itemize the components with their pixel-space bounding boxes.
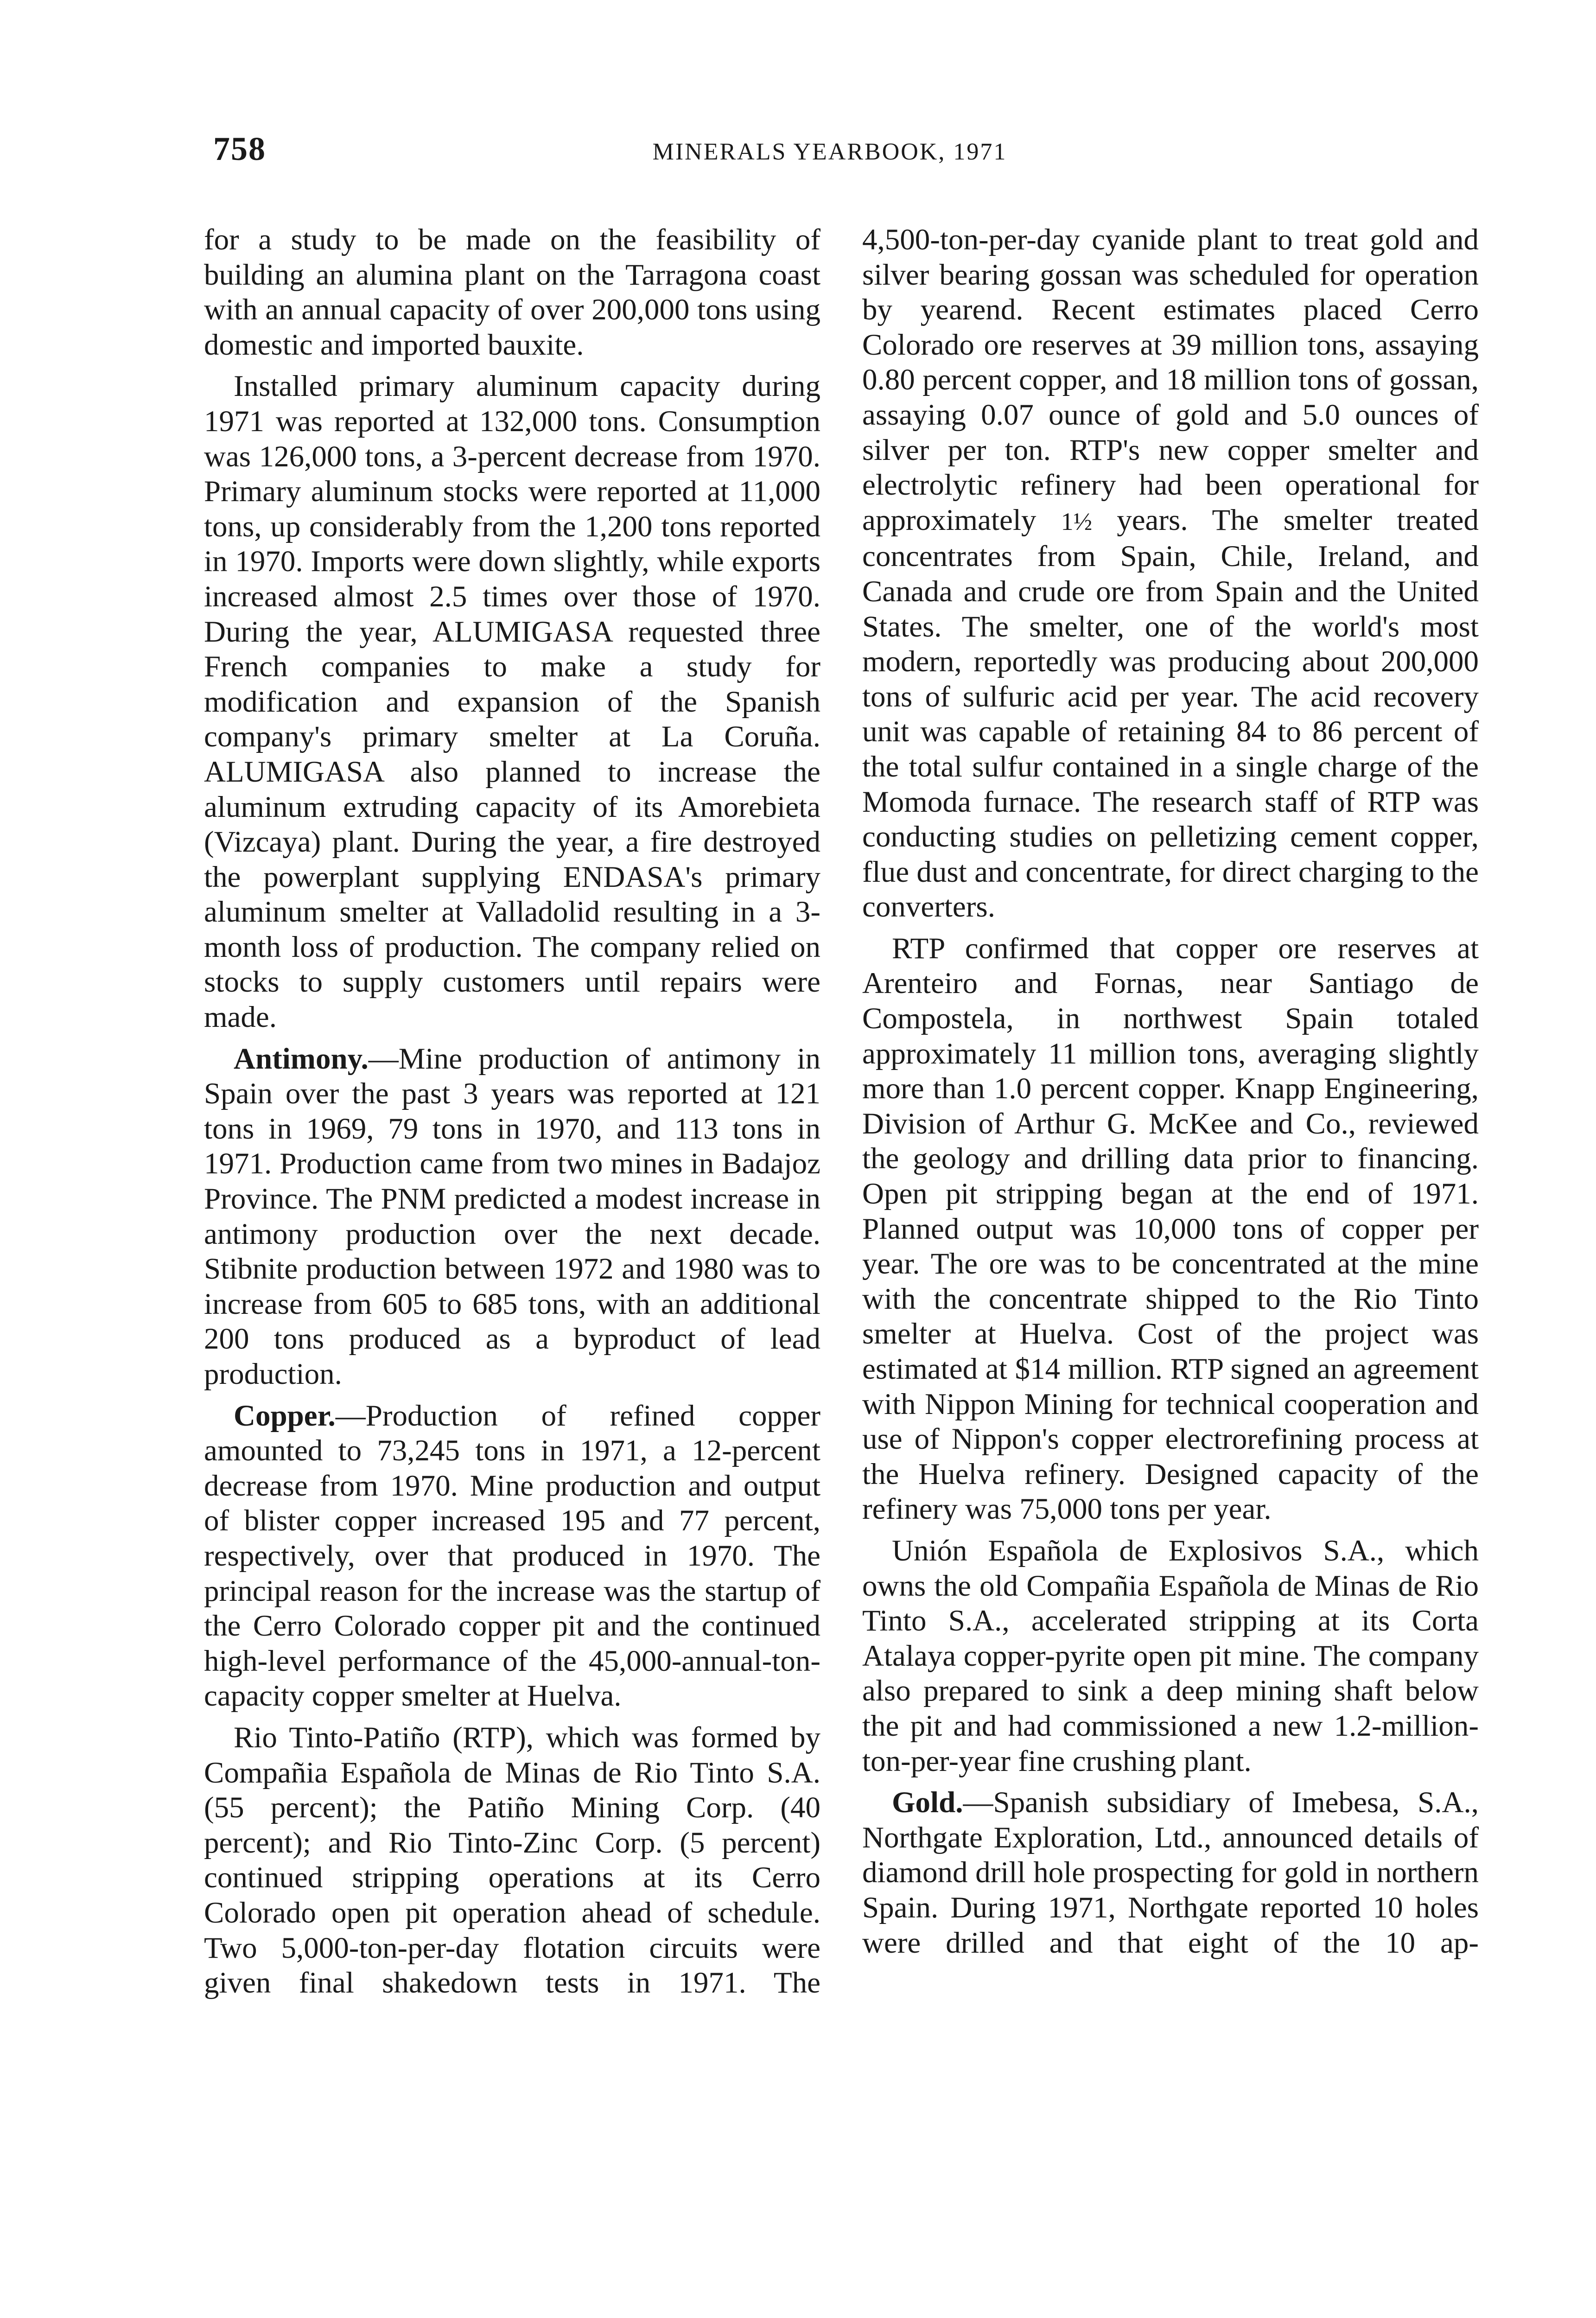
left-column — [204, 223, 820, 2007]
paragraph — [862, 1785, 1479, 1961]
paragraph: RTP confirmed that copper ore reserves at Arenteiro and Fornas, near Santiago de Compostela, in northwest Spain totaled approximately 11 million tons, averaging slightly more than 1.0 percent copper. Knapp Engineering, Division of Arthur G. McKee and Co., reviewed the geology and drilling data prior to financing. Open pit stripping began at the end of 1971. Planned output was 10,000 tons of copper per year. The ore was to be concentrated at the mine with the concentrate shipped to the Rio Tinto smelter at Huelva. Cost of the project was estimated at $14 million. RTP signed an agreement with Nippon Mining for technical cooperation and use of Nippon's copper electrorefining process at the Huelva refinery. Designed capacity of the refinery was 75,000 tons per year. — [862, 931, 1479, 1526]
paragraph — [862, 223, 1479, 925]
paragraph: Installed primary aluminum capacity during 1971 was reported at 132,000 tons. Consumption was 126,000 tons, a 3-percent decrease from 1970. Primary aluminum stocks were reported at 11,000 tons, up considerably from the 1,200 tons reported in 1970. Imports were down slightly, while exports increased almost 2.5 times over those of 1970. During the year, ALUMIGASA requested three French companies to make a study for modification and expansion of the Spanish company's primary smelter at La Coruña. ALUMIGASA also planned to increase the aluminum extruding capacity of its Amorebieta (Vizcaya) plant. During the year, a fire destroyed the powerplant supplying ENDASA's primary aluminum smelter at Valladolid resulting in a 3-month loss of production. The company relied on stocks to supply customers until repairs were made. — [204, 369, 820, 1034]
paragraph: Rio Tinto-Patiño (RTP), which was formed by Compañia Española de Minas de Rio Tinto S.A. (55 percent); the Patiño Mining Corp. (40 percent); and Rio Tinto-Zinc Corp. (5 percent) continued stripping operations at its Cerro Colorado open pit operation ahead of schedule. Two 5,000-ton-per-day flotation circuits were given final shakedown tests in 1971. The — [204, 1720, 820, 2000]
paragraph-text: 4,500-ton-per-day cyanide plant to treat gold and silver bearing gossan was scheduled for operation by yearend. Recent estimates placed Cerro Colorado ore reserves at 39 million tons, assaying 0.80 percent copper, and 18 million tons of gossan, assaying 0.07 ounce of gold and 5.0 ounces of silver per ton. RTP's new copper smelter and electrolytic refinery had been operational for approximately — [862, 223, 1479, 537]
section-heading: Copper. — [234, 1399, 336, 1433]
paragraph-text: —Spanish subsidiary of Imebesa, S.A., Northgate Exploration, Ltd., announced details of diamond drill hole prospecting for gold in northern Spain. During 1971, Northgate reported 10 holes were drilled and that eight of the 10 ap- — [862, 1786, 1479, 1960]
paragraph: Unión Española de Explosivos S.A., which owns the old Compañia Española de Minas de Rio Tinto S.A., accelerated stripping at its Corta Atalaya copper-pyrite open pit mine. The company also prepared to sink a deep mining shaft below the pit and had commissioned a new 1.2-million-ton-per-year fine crushing plant. — [862, 1534, 1479, 1778]
section-heading: Gold. — [892, 1786, 963, 1820]
paragraph: for a study to be made on the feasibility of building an alumina plant on the Tarragona coast with an annual capacity of over 200,000 tons using domestic and imported bauxite. — [204, 223, 820, 362]
paragraph — [204, 1399, 820, 1714]
fraction: 1½ — [1061, 507, 1093, 535]
right-column — [862, 223, 1479, 1967]
section-heading: Antimony. — [234, 1042, 369, 1076]
page-number: 758 — [213, 130, 266, 167]
paragraph-text: —Mine production of antimony in Spain over the past 3 years was reported at 121 tons in 1969, 79 tons in 1970, and 113 tons in 1971. Production came from two mines in Badajoz Province. The PNM predicted a modest increase in antimony production over the next decade. Stibnite production between 1972 and 1980 was to increase from 605 to 685 tons, with an additional 200 tons produced as a byproduct of lead production. — [204, 1042, 820, 1391]
paragraph-text: —Production of refined copper amounted to 73,245 tons in 1971, a 12-percent decrease from 1970. Mine production and output of blister copper increased 195 and 77 percent, respectively, over that produced in 1970. The principal reason for the increase was the startup of the Cerro Colorado copper pit and the continued high-level performance of the 45,000-annual-ton-capacity copper smelter at Huelva. — [204, 1399, 820, 1713]
page-header — [185, 130, 1474, 185]
paragraph — [204, 1042, 820, 1392]
paragraph-text: years. The smelter treated concentrates from Spain, Chile, Ireland, and Canada and crude ore from Spain and the United States. The smelter, one of the world's most modern, reportedly was producing about 200,000 tons of sulfuric acid per year. The acid recovery unit was capable of retaining 84 to 86 percent of the total sulfur contained in a single charge of the Momoda furnace. The research staff of RTP was conducting studies on pelletizing cement copper, flue dust and concentrate, for direct charging to the converters. — [862, 503, 1479, 924]
running-head: MINERALS YEARBOOK, 1971 — [652, 139, 1007, 165]
